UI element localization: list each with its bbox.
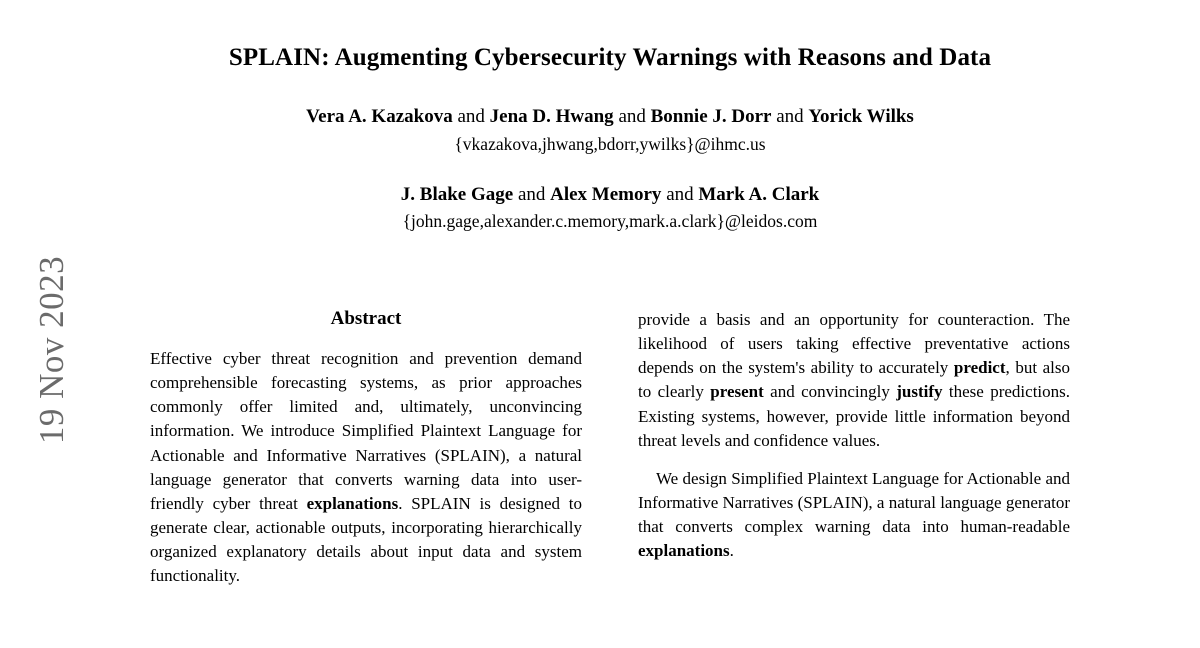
author-name: Jena D. Hwang bbox=[489, 106, 614, 127]
text-part: provide a basis and an opportunity for counteraction. The likelihood of users taking effective preventative actions depends on the system's ability to accurately bbox=[638, 310, 1070, 378]
author-conjunction: and bbox=[618, 106, 646, 127]
author-conjunction: and bbox=[457, 106, 485, 127]
arxiv-date-stamp: 19 Nov 2023 bbox=[32, 255, 71, 445]
author-group-1 bbox=[150, 104, 1070, 155]
text-part: these predictions. Existing systems, however, provide little information beyond threat levels and confidence values. bbox=[638, 382, 1071, 450]
author-name: Alex Memory bbox=[550, 183, 662, 205]
author-group-2 bbox=[150, 182, 1070, 233]
author-line bbox=[150, 104, 1070, 130]
text-part: . bbox=[729, 541, 734, 561]
author-conjunction: and bbox=[666, 183, 694, 205]
author-name: Vera A. Kazakova bbox=[306, 106, 453, 127]
paper-content bbox=[150, 0, 1070, 648]
page-title: SPLAIN: Augmenting Cybersecurity Warnings with Reasons and Data bbox=[228, 44, 992, 71]
authors-block bbox=[150, 104, 1070, 232]
abstract-bold-term: explanations bbox=[306, 493, 399, 513]
bold-term-explanations: explanations bbox=[638, 541, 730, 561]
abstract-heading: Abstract bbox=[330, 308, 402, 329]
abstract-text-part: Effective cyber threat recognition and prevention demand comprehensible forecasting systems, as prior approaches commonly offer limited and, ultimately, unconvincing information. We introduce Simplified Plaintext Language for Actionable and Informative Narratives (SPLAIN), a natural language generator that converts warning data into user-friendly cyber threat bbox=[150, 349, 582, 513]
bold-term-justify: justify bbox=[896, 382, 943, 402]
bold-term-predict: predict bbox=[953, 358, 1006, 378]
author-name: Bonnie J. Dorr bbox=[650, 106, 772, 127]
author-emails: {vkazakova,jhwang,bdorr,ywilks}@ihmc.us bbox=[454, 133, 766, 154]
author-name: J. Blake Gage bbox=[400, 183, 514, 205]
abstract-paragraph bbox=[150, 347, 582, 588]
text-part: We design Simplified Plaintext Language for Actionable and Informative Narratives (SPLAIN), a natural language generator that converts complex warning data into human-readable bbox=[638, 468, 1070, 536]
column-left bbox=[150, 308, 582, 588]
author-line bbox=[150, 182, 1070, 208]
text-part: and convincingly bbox=[763, 382, 897, 402]
intro-paragraph-2 bbox=[638, 467, 1070, 564]
author-conjunction: and bbox=[517, 183, 546, 205]
text-part: , but also to clearly bbox=[638, 358, 1070, 402]
author-name: Yorick Wilks bbox=[808, 106, 914, 127]
two-column-body bbox=[150, 308, 1070, 588]
author-conjunction: and bbox=[776, 106, 804, 127]
abstract-text-part: . SPLAIN is designed to generate clear, actionable outputs, incorporating hierarchically organized explanatory details about input data and system functionality. bbox=[150, 493, 583, 586]
author-name: Mark A. Clark bbox=[698, 183, 820, 205]
column-right bbox=[638, 308, 1070, 588]
bold-term-present: present bbox=[710, 382, 764, 402]
author-emails: {john.gage,alexander.c.memory,mark.a.clark}@leidos.com bbox=[402, 211, 818, 232]
intro-paragraph-continued bbox=[638, 308, 1070, 453]
